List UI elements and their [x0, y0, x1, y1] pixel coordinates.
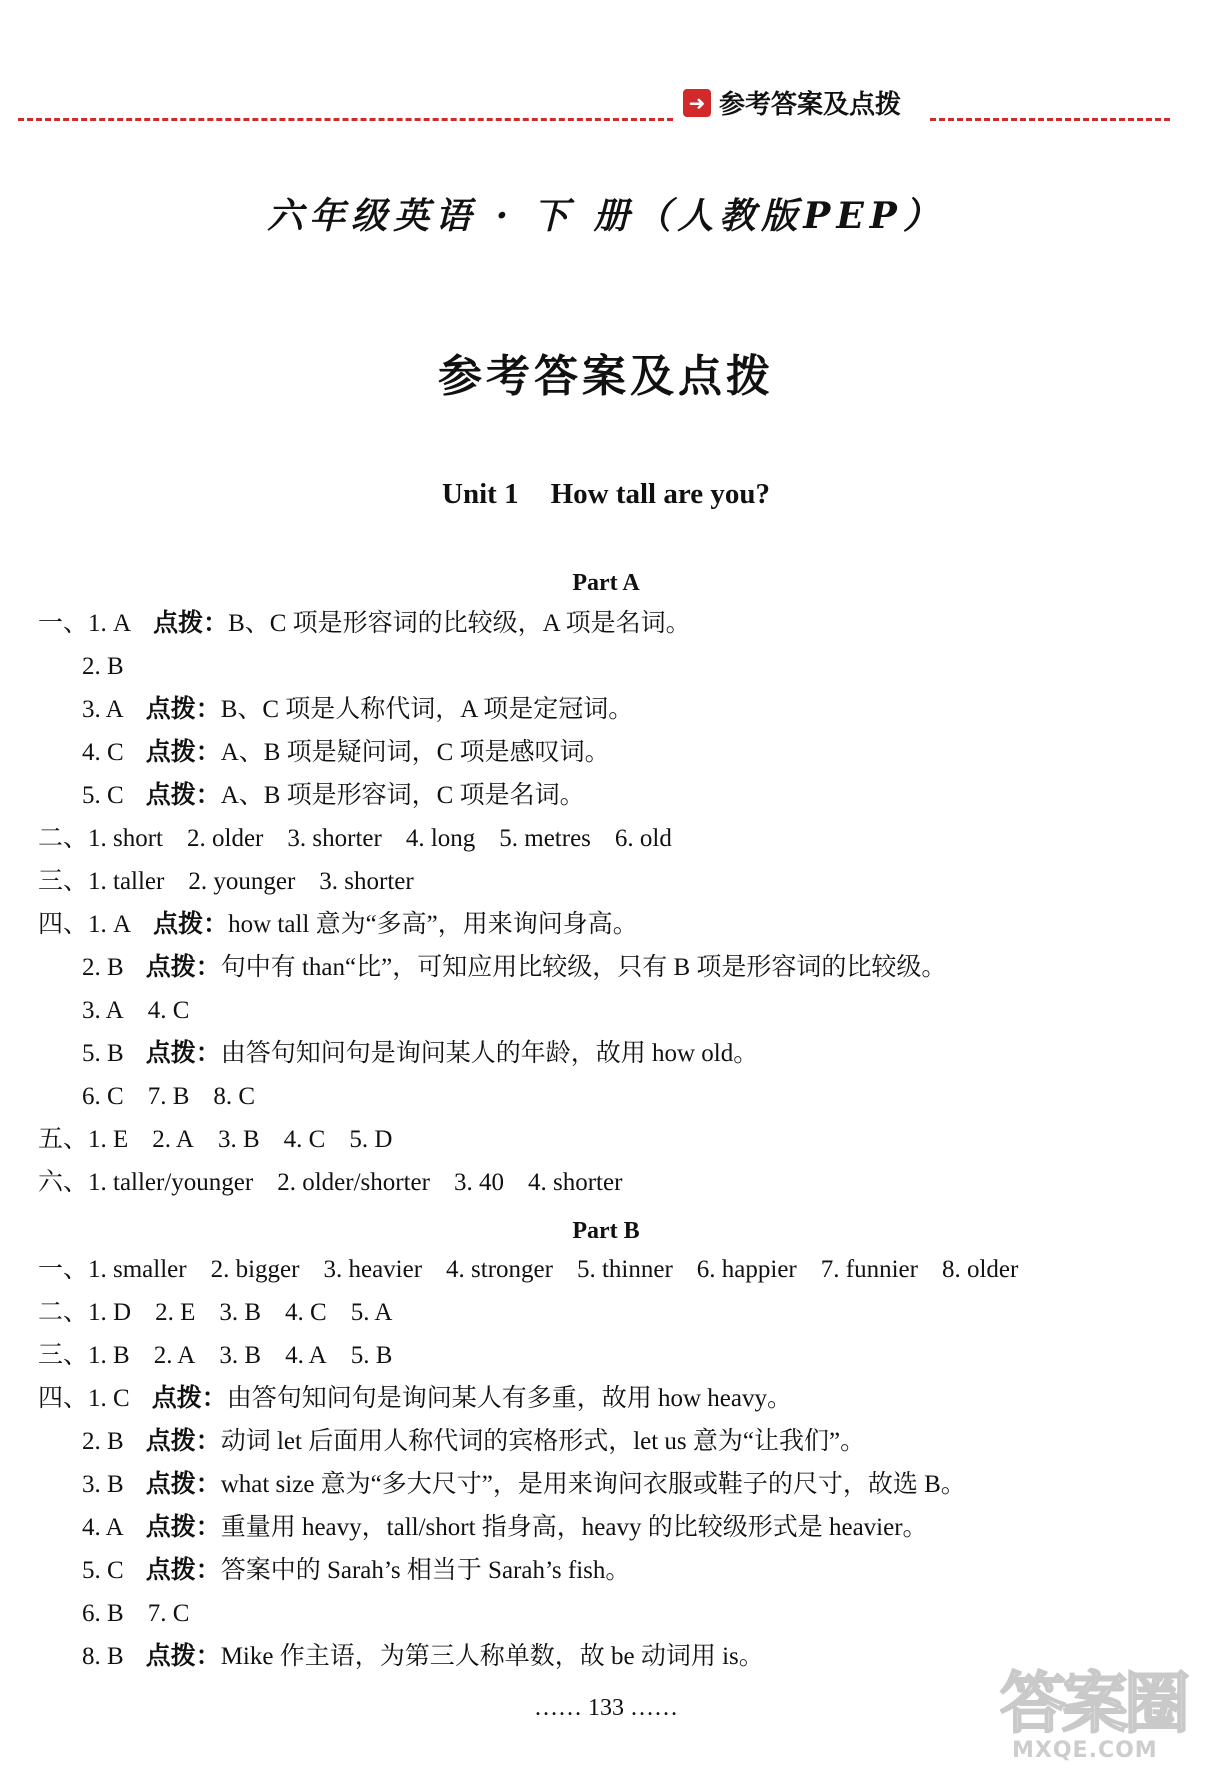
answer-item: 4. A: [285, 1342, 327, 1369]
watermark-text: 答案圈: [1000, 1665, 1186, 1742]
answer-line: [82, 948, 946, 988]
answer-item: 3. 40: [453, 1169, 504, 1196]
answer-line: [82, 1077, 279, 1117]
tip-label: 点拨：: [145, 696, 221, 723]
answer-label: 五、1. E: [38, 1126, 129, 1153]
answer-item: 4. C: [285, 1299, 327, 1326]
answer-item: 2. A: [152, 1126, 194, 1153]
answer-line: [38, 819, 696, 859]
tip-label: 点拨：: [153, 610, 229, 637]
answer-label: 3. A: [82, 696, 124, 723]
answer-item: 7. B: [147, 1083, 190, 1110]
answer-label: 二、1. short: [38, 825, 164, 852]
answer-line: [82, 733, 610, 773]
tip-label: 点拨：: [145, 1514, 221, 1541]
tip-text: 答案中的 Sarah’s 相当于 Sarah’s fish。: [220, 1557, 631, 1584]
answer-item: 2. bigger: [210, 1256, 300, 1283]
tip-text: how tall 意为“多高”，用来询问身高。: [228, 911, 638, 938]
right-arrow-icon: ➜: [683, 89, 711, 117]
answer-item: 3. heavier: [323, 1256, 423, 1283]
answer-item: 8. C: [213, 1083, 256, 1110]
tip-text: 句中有 than“比”，可知应用比较级，只有 B 项是形容词的比较级。: [220, 954, 947, 981]
main-title: 参考答案及点拨: [438, 351, 774, 402]
answer-item: 3. shorter: [319, 868, 414, 895]
answer-item: 4. C: [147, 997, 190, 1024]
answer-label: 5. C: [82, 782, 124, 809]
answer-item: 4. shorter: [527, 1169, 623, 1196]
answer-label: 5. C: [82, 1557, 124, 1584]
answer-item: 5. B: [350, 1342, 393, 1369]
tip-text: A、B 项是形容词，C 项是名词。: [220, 782, 585, 809]
answer-line: [38, 1336, 416, 1376]
answer-line: [82, 1422, 865, 1462]
answer-line: [38, 604, 691, 644]
answer-line: [38, 1163, 646, 1203]
answer-label: 一、1. A: [38, 610, 132, 637]
answer-line: [38, 1120, 416, 1160]
answer-item: 6. happier: [696, 1256, 797, 1283]
answer-label: 3. B: [82, 1471, 124, 1498]
header-tag-text: 参考答案及点拨: [719, 90, 902, 120]
answer-item: 7. funnier: [820, 1256, 918, 1283]
tip-text: B、C 项是形容词的比较级，A 项是名词。: [228, 610, 691, 637]
header-tag: [683, 84, 901, 121]
unit-name: How tall are you?: [550, 478, 770, 510]
book-title: 六年级英语 · 下 册（人教版PEP）: [267, 195, 945, 237]
unit-number: Unit 1: [442, 478, 519, 510]
answer-item: 2. younger: [188, 868, 296, 895]
answer-item: 4. C: [283, 1126, 326, 1153]
watermark-logo: [1000, 1650, 1205, 1780]
answer-item: 5. D: [349, 1126, 393, 1153]
tip-label: 点拨：: [153, 911, 229, 938]
answer-label: 4. A: [82, 1514, 124, 1541]
answer-label: 4. C: [82, 739, 124, 766]
answer-item: 3. B: [217, 1126, 260, 1153]
tip-label: 点拨：: [145, 1557, 221, 1584]
tip-label: 点拨：: [145, 954, 221, 981]
answer-item: 5. A: [350, 1299, 393, 1326]
tip-label: 点拨：: [151, 1385, 227, 1412]
answer-line: [38, 1293, 416, 1333]
answer-line: [82, 690, 633, 730]
answer-line: [82, 1551, 630, 1591]
tip-label: 点拨：: [145, 782, 221, 809]
answer-label: 2. B: [82, 653, 124, 680]
answer-line: [82, 1465, 966, 1505]
answer-label: 5. B: [82, 1040, 124, 1067]
answer-label: 2. B: [82, 954, 124, 981]
header-divider-left: [18, 118, 673, 121]
answer-item: 5. metres: [499, 825, 591, 852]
answer-line: [82, 1637, 764, 1677]
answer-line: [82, 1508, 928, 1548]
answer-line: [38, 905, 638, 945]
answer-line: [82, 1034, 758, 1074]
answer-line: [38, 1379, 792, 1419]
answer-line: [82, 647, 124, 687]
answer-label: 三、1. B: [38, 1342, 130, 1369]
tip-label: 点拨：: [145, 739, 221, 766]
tip-text: 动词 let 后面用人称代词的宾格形式，let us 意为“让我们”。: [220, 1428, 866, 1455]
tip-text: 由答句知问句是询问某人的年龄，故用 how old。: [220, 1040, 759, 1067]
answer-item: 8. older: [941, 1256, 1019, 1283]
answer-item: 3. shorter: [287, 825, 382, 852]
answer-label: 2. B: [82, 1428, 124, 1455]
answer-item: 3. B: [219, 1299, 262, 1326]
answer-label: 二、1. D: [38, 1299, 132, 1326]
part-a-title: Part A: [572, 570, 640, 596]
tip-text: B、C 项是人称代词，A 项是定冠词。: [220, 696, 634, 723]
answer-item: 2. older: [187, 825, 264, 852]
tip-text: Mike 作主语，为第三人称单数，故 be 动词用 is。: [220, 1643, 764, 1670]
answer-item: 3. B: [219, 1342, 262, 1369]
answer-label: 三、1. taller: [38, 868, 165, 895]
tip-text: what size 意为“多大尺寸”，是用来询问衣服或鞋子的尺寸，故选 B。: [220, 1471, 966, 1498]
answer-label: 3. A: [82, 997, 124, 1024]
answer-item: 7. C: [147, 1600, 190, 1627]
answer-label: 6. C: [82, 1083, 124, 1110]
watermark-url: MXQE.COM: [1012, 1738, 1158, 1763]
answer-item: 2. E: [155, 1299, 196, 1326]
tip-label: 点拨：: [145, 1428, 221, 1455]
answer-label: 四、1. C: [38, 1385, 130, 1412]
answer-label: 四、1. A: [38, 911, 132, 938]
part-b-title: Part B: [572, 1218, 640, 1244]
answer-label: 6. B: [82, 1600, 124, 1627]
answer-line: [82, 1594, 213, 1634]
answer-line: [38, 862, 438, 902]
answer-label: 六、1. taller/younger: [38, 1169, 254, 1196]
header-divider-right: [930, 118, 1170, 121]
tip-label: 点拨：: [145, 1040, 221, 1067]
answer-line: [82, 991, 213, 1031]
unit-title: [0, 478, 1212, 511]
page-number: …… 133 ……: [534, 1695, 678, 1721]
answer-item: 4. stronger: [446, 1256, 553, 1283]
answer-item: 4. long: [405, 825, 476, 852]
tip-label: 点拨：: [145, 1643, 221, 1670]
answer-item: 2. older/shorter: [277, 1169, 430, 1196]
answer-item: 6. old: [614, 825, 672, 852]
answer-item: 5. thinner: [576, 1256, 673, 1283]
answer-line: [38, 1250, 1018, 1290]
answer-item: 2. A: [153, 1342, 196, 1369]
tip-text: 重量用 heavy，tall/short 指身高，heavy 的比较级形式是 heavier。: [220, 1514, 928, 1541]
tip-text: A、B 项是疑问词，C 项是感叹词。: [220, 739, 610, 766]
answer-line: [82, 776, 585, 816]
tip-text: 由答句知问句是询问某人有多重，故用 how heavy。: [226, 1385, 792, 1412]
answer-label: 8. B: [82, 1643, 124, 1670]
answer-label: 一、1. smaller: [38, 1256, 187, 1283]
tip-label: 点拨：: [145, 1471, 221, 1498]
